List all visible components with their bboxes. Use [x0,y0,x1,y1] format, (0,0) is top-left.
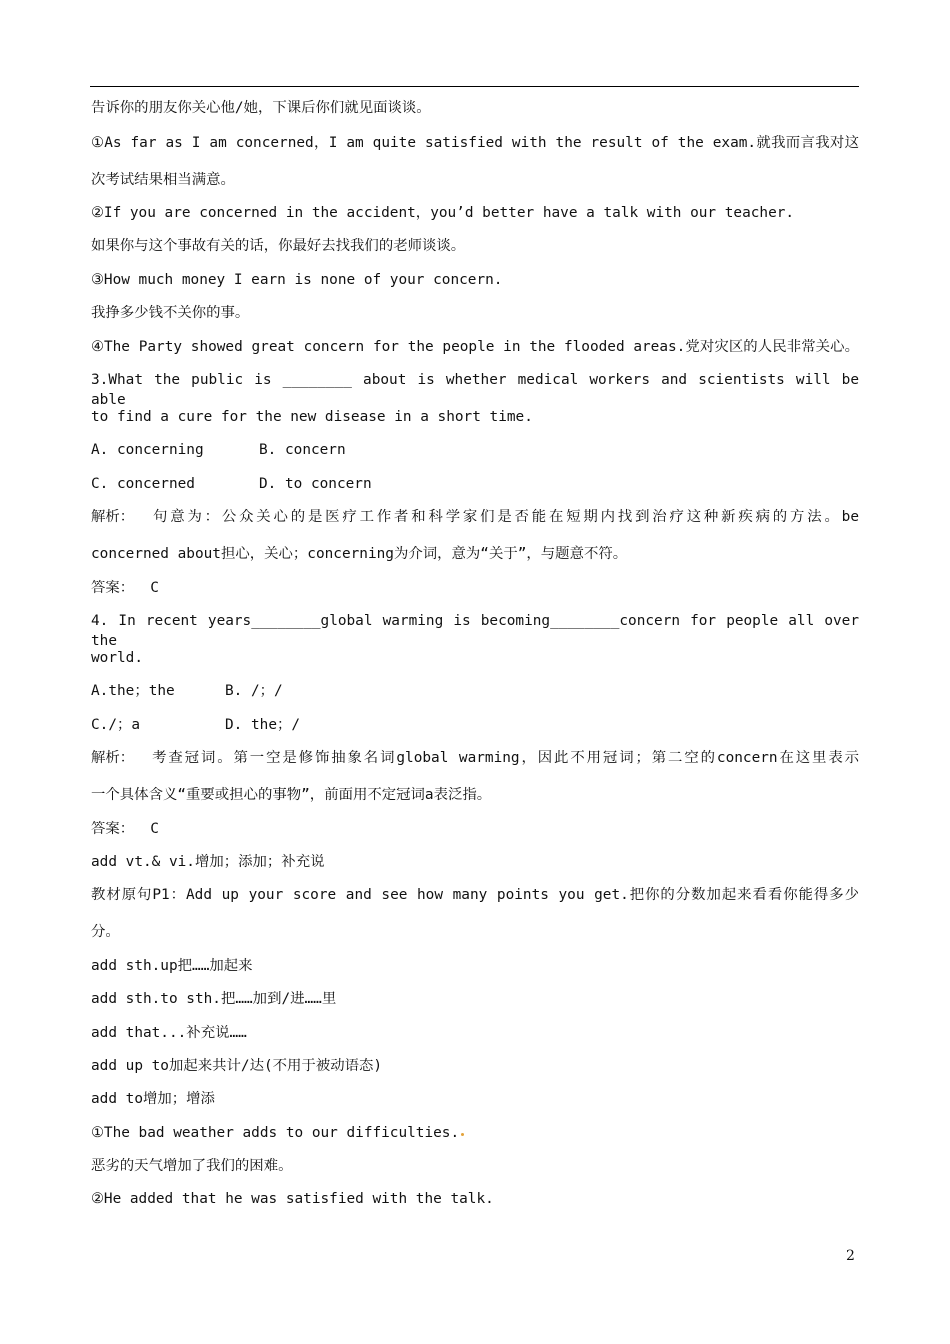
question-4-stem: world. [91,650,143,666]
question-4-analysis: 一个具体含义“重要或担心的事物”，前面用不定冠词a表泛指。 [91,787,492,803]
option-b: B. /；/ [225,683,283,699]
text-line: ①As far as I am concerned，I am quite satisfied with the result of the exam.就我而言我对这 [91,135,859,151]
question-4-answer [91,819,159,839]
example-text: ①The bad weather adds to our difficulties. [91,1125,460,1141]
answer-label: 答案： [91,821,135,837]
phrase-item: add sth.to sth.把……加到/进……里 [91,991,337,1007]
question-3-answer [91,578,159,598]
option-a: A. concerning [91,442,204,458]
example-sentence: ②He added that he was satisfied with the talk. [91,1191,494,1207]
text-line: ③How much money I earn is none of your concern. [91,272,503,288]
phrase-item: add that...补充说…… [91,1025,247,1041]
analysis-text: 句意为：公众关心的是医疗工作者和科学家们是否能在短期内找到治疗这种新疾病的方法。be [150,509,859,525]
question-3-options-row [91,440,346,460]
example-sentence [91,1123,464,1143]
analysis-text: 考查冠词。第一空是修饰抽象名词global warming，因此不用冠词；第二空的concern在这里表示 [150,750,859,766]
answer-value: C [150,821,159,837]
phrase-item: add up to加起来共计/达(不用于被动语态) [91,1058,383,1074]
question-3-options-row [91,474,372,494]
page-number: 2 [846,1248,855,1264]
header-rule [90,86,859,87]
edit-marker [461,1133,464,1136]
question-4-analysis [91,748,859,768]
text-line: 我挣多少钱不关你的事。 [91,305,250,321]
analysis-label: 解析： [91,750,135,766]
option-d: D. to concern [259,476,372,492]
text-line: ②If you are concerned in the accident，you’d better have a talk with our teacher. [91,205,795,221]
analysis-label: 解析： [91,509,135,525]
text-line: ④The Party showed great concern for the people in the flooded areas.党对灾区的人民非常关心。 [91,339,859,355]
text-line: 如果你与这个事故有关的话，你最好去找我们的老师谈谈。 [91,238,466,254]
phrase-item: add sth.up把……加起来 [91,958,253,974]
option-c: C. concerned [91,476,195,492]
phrase-item: add to增加；增添 [91,1091,215,1107]
vocab-heading: add vt.& vi.增加；添加；补充说 [91,854,325,870]
answer-value: C [150,580,159,596]
question-3-analysis: concerned about担心，关心；concerning为介词，意为“关于”，与题意不符。 [91,546,628,562]
example-translation: 恶劣的天气增加了我们的困难。 [91,1158,293,1174]
textbook-sentence: 教材原句P1：Add up your score and see how many points you get.把你的分数加起来看看你能得多少 [91,887,859,903]
textbook-sentence: 分。 [91,924,120,940]
question-3-stem: to find a cure for the new disease in a short time. [91,409,533,425]
option-d: D. the；/ [225,717,301,733]
option-b: B. concern [259,442,346,458]
text-line: 告诉你的朋友你关心他/她，下课后你们就见面谈谈。 [91,100,431,116]
question-4-stem: 4. In recent years________global warming is becoming________concern for people all over the [91,613,859,649]
option-a: A.the；the [91,683,175,699]
question-4-options-row [91,715,300,735]
question-3-stem: 3.What the public is ________ about is whether medical workers and scientists will be able [91,372,859,408]
text-line: 次考试结果相当满意。 [91,172,235,188]
question-3-analysis [91,507,859,527]
answer-label: 答案： [91,580,135,596]
option-c: C./；a [91,717,141,733]
question-4-options-row [91,681,283,701]
